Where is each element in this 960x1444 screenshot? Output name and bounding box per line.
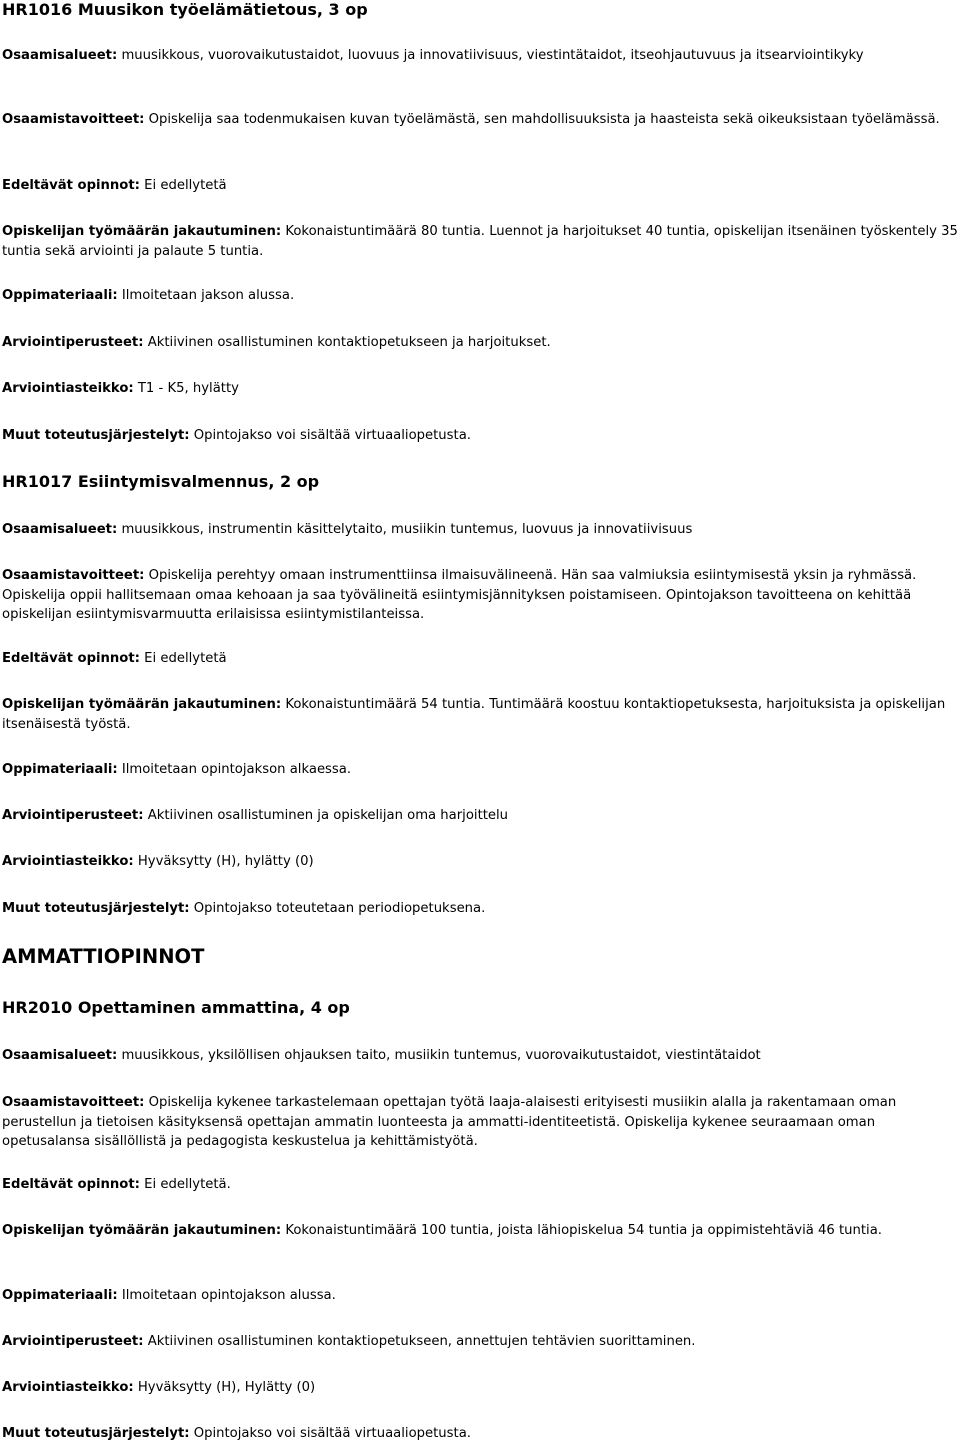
course-1-learning-goals — [2, 110, 958, 130]
field-value: Ei edellytetä. — [144, 1177, 231, 1192]
field-value: Hyväksytty (H), Hylätty (0) — [137, 1380, 316, 1395]
course-2-prerequisites — [2, 649, 958, 669]
field-label: Arviointiperusteet: — [2, 808, 144, 823]
course-3-other-arrangements — [2, 1424, 958, 1444]
course-title-hr2010: HR2010 Opettaminen ammattina, 4 op — [2, 998, 350, 1017]
field-label: Edeltävät opinnot: — [2, 178, 140, 193]
course-2-workload — [2, 695, 958, 734]
field-label: Oppimateriaali: — [2, 288, 118, 303]
field-label: Arviointiasteikko: — [2, 854, 134, 869]
course-1-prerequisites — [2, 176, 958, 196]
course-2-skill-areas — [2, 520, 958, 540]
field-value: Aktiivinen osallistuminen ja opiskelijan oma harjoittelu — [147, 808, 509, 823]
field-label: Oppimateriaali: — [2, 1288, 118, 1303]
field-value: Opiskelija perehtyy omaan instrumenttiinsa ilmaisuvälineenä. Hän saa valmiuksia esiintymisestä yksin ja ryhmässä. Opiskelija oppii hallitsemaan omaa kehoaan ja saa työvälineitä esiintymisjännityksen poistamiseen. Opintojakson tavoitteena on kehittää opiskelijan esiintymisvarmuutta erilaisissa esiintymistilanteissa. — [2, 568, 917, 623]
field-value: Ilmoitetaan opintojakson alkaessa. — [121, 762, 352, 777]
field-value: Kokonaistuntimäärä 54 tuntia. Tuntimäärä koostuu kontaktiopetuksesta, harjoituksista ja opiskelijan itsenäisestä työstä. — [2, 697, 946, 732]
field-label: Osaamisalueet: — [2, 1048, 118, 1063]
field-value: Opintojakso toteutetaan periodiopetuksena. — [193, 901, 486, 916]
field-label: Arviointiasteikko: — [2, 1380, 134, 1395]
course-3-grading-scale — [2, 1378, 958, 1398]
field-value: T1 - K5, hylätty — [137, 381, 239, 396]
course-3-learning-goals — [2, 1093, 958, 1152]
course-title-hr1017: HR1017 Esiintymisvalmennus, 2 op — [2, 472, 320, 491]
field-value: Opintojakso voi sisältää virtuaaliopetusta. — [193, 1426, 471, 1441]
course-3-prerequisites — [2, 1175, 958, 1195]
field-value: Hyväksytty (H), hylätty (0) — [137, 854, 314, 869]
course-2-materials — [2, 760, 958, 780]
field-label: Muut toteutusjärjestelyt: — [2, 901, 190, 916]
field-label: Opiskelijan työmäärän jakautuminen: — [2, 1223, 282, 1238]
field-label: Osaamisalueet: — [2, 48, 118, 63]
course-3-materials — [2, 1286, 958, 1306]
field-label: Muut toteutusjärjestelyt: — [2, 1426, 190, 1441]
section-heading: AMMATTIOPINNOT — [2, 945, 205, 968]
course-3-workload — [2, 1221, 958, 1241]
field-value: Aktiivinen osallistuminen kontaktiopetukseen, annettujen tehtävien suorittaminen. — [147, 1334, 696, 1349]
field-label: Arviointiperusteet: — [2, 1334, 144, 1349]
field-value: Ilmoitetaan jakson alussa. — [121, 288, 295, 303]
field-label: Osaamistavoitteet: — [2, 1095, 145, 1110]
course-3-skill-areas — [2, 1046, 958, 1066]
field-label: Edeltävät opinnot: — [2, 651, 140, 666]
field-label: Osaamistavoitteet: — [2, 112, 145, 127]
field-value: muusikkous, yksilöllisen ohjauksen taito, musiikin tuntemus, vuorovaikutustaidot, viestintätaidot — [121, 1048, 761, 1063]
field-label: Osaamisalueet: — [2, 522, 118, 537]
field-label: Edeltävät opinnot: — [2, 1177, 140, 1192]
field-label: Arviointiasteikko: — [2, 381, 134, 396]
field-value: Ei edellytetä — [144, 178, 227, 193]
course-3-assessment-criteria — [2, 1332, 958, 1352]
course-2-learning-goals — [2, 566, 958, 625]
field-label: Opiskelijan työmäärän jakautuminen: — [2, 697, 282, 712]
field-value: Kokonaistuntimäärä 80 tuntia. Luennot ja harjoitukset 40 tuntia, opiskelijan itsenäinen työskentely 35 tuntia sekä arviointi ja palaute 5 tuntia. — [2, 224, 958, 259]
course-2-assessment-criteria — [2, 806, 958, 826]
course-1-other-arrangements — [2, 426, 958, 446]
course-1-materials — [2, 286, 958, 306]
field-label: Arviointiperusteet: — [2, 335, 144, 350]
field-value: Opintojakso voi sisältää virtuaaliopetusta. — [193, 428, 471, 443]
course-1-workload — [2, 222, 958, 261]
field-value: Ilmoitetaan opintojakson alussa. — [121, 1288, 336, 1303]
field-value: Ei edellytetä — [144, 651, 227, 666]
field-label: Muut toteutusjärjestelyt: — [2, 428, 190, 443]
course-1-skill-areas — [2, 46, 958, 66]
field-value: muusikkous, vuorovaikutustaidot, luovuus ja innovatiivisuus, viestintätaidot, itseohjautuvuus ja itsearviointikyky — [121, 48, 864, 63]
field-value: muusikkous, instrumentin käsittelytaito, musiikin tuntemus, luovuus ja innovatiivisuus — [121, 522, 693, 537]
field-value: Opiskelija saa todenmukaisen kuvan työelämästä, sen mahdollisuuksista ja haasteista sekä oikeuksistaan työelämässä. — [148, 112, 940, 127]
field-value: Kokonaistuntimäärä 100 tuntia, joista lähiopiskelua 54 tuntia ja oppimistehtäviä 46 tuntia. — [285, 1223, 882, 1238]
course-title-hr1016: HR1016 Muusikon työelämätietous, 3 op — [2, 0, 368, 19]
field-value: Opiskelija kykenee tarkastelemaan opettajan työtä laaja-alaisesti erityisesti musiikin alalla ja rakentamaan oman perustellun ja tietoisen käsityksensä opettajan ammatin luonteesta ja ammatti-identiteetistä. Opiskelija kykenee seuraamaan oman opetusalansa sisällöllistä ja pedagogista keskustelua ja kehittämistyötä. — [2, 1095, 897, 1150]
course-2-other-arrangements — [2, 899, 958, 919]
field-label: Oppimateriaali: — [2, 762, 118, 777]
field-label: Opiskelijan työmäärän jakautuminen: — [2, 224, 282, 239]
course-1-grading-scale — [2, 379, 958, 399]
course-2-grading-scale — [2, 852, 958, 872]
field-label: Osaamistavoitteet: — [2, 568, 145, 583]
course-1-assessment-criteria — [2, 333, 958, 353]
field-value: Aktiivinen osallistuminen kontaktiopetukseen ja harjoitukset. — [147, 335, 551, 350]
